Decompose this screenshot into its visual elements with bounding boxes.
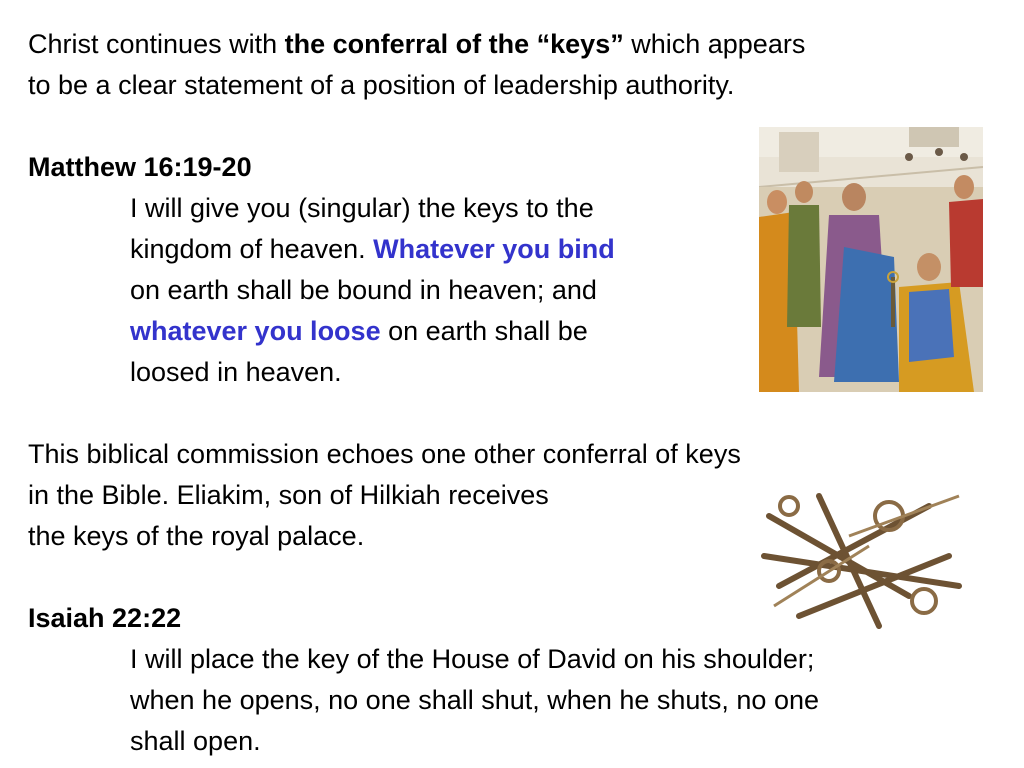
whatever-you-loose: whatever you loose [130, 316, 381, 346]
isaiah-line-3: shall open. [130, 726, 261, 756]
commission-line-2: in the Bible. Eliakim, son of Hilkiah receives [28, 480, 549, 510]
commission-line-1: This biblical commission echoes one other conferral of keys [28, 439, 741, 469]
matthew-line-2-text: kingdom of heaven. [130, 234, 374, 264]
isaiah-line-2: when he opens, no one shall shut, when he shuts, no one [130, 685, 820, 715]
matthew-line-4 [130, 311, 588, 352]
matthew-line-3: on earth shall be bound in heaven; and [130, 275, 597, 305]
isaiah-line-1: I will place the key of the House of David on his shoulder; [130, 644, 815, 674]
commission-line-3: the keys of the royal palace. [28, 521, 365, 551]
intro-line-1 [28, 24, 805, 65]
isaiah-reference: Isaiah 22:22 [28, 603, 182, 633]
intro-text-b: which appears [623, 29, 806, 59]
matthew-line-4-text: on earth shall be [380, 316, 588, 346]
matthew-line-1: I will give you (singular) the keys to the [130, 193, 594, 223]
matthew-line-5: loosed in heaven. [130, 357, 342, 387]
antique-keys-photo [759, 476, 965, 632]
intro-bold-phrase: the conferral of the “keys” [284, 29, 624, 59]
matthew-line-2 [130, 229, 615, 270]
intro-text-a: Christ continues with [28, 29, 285, 59]
whatever-you-bind: Whatever you bind [373, 234, 615, 264]
delivery-of-keys-painting [759, 127, 983, 392]
intro-line-2: to be a clear statement of a position of leadership authority. [28, 70, 735, 100]
matthew-reference: Matthew 16:19-20 [28, 152, 252, 182]
